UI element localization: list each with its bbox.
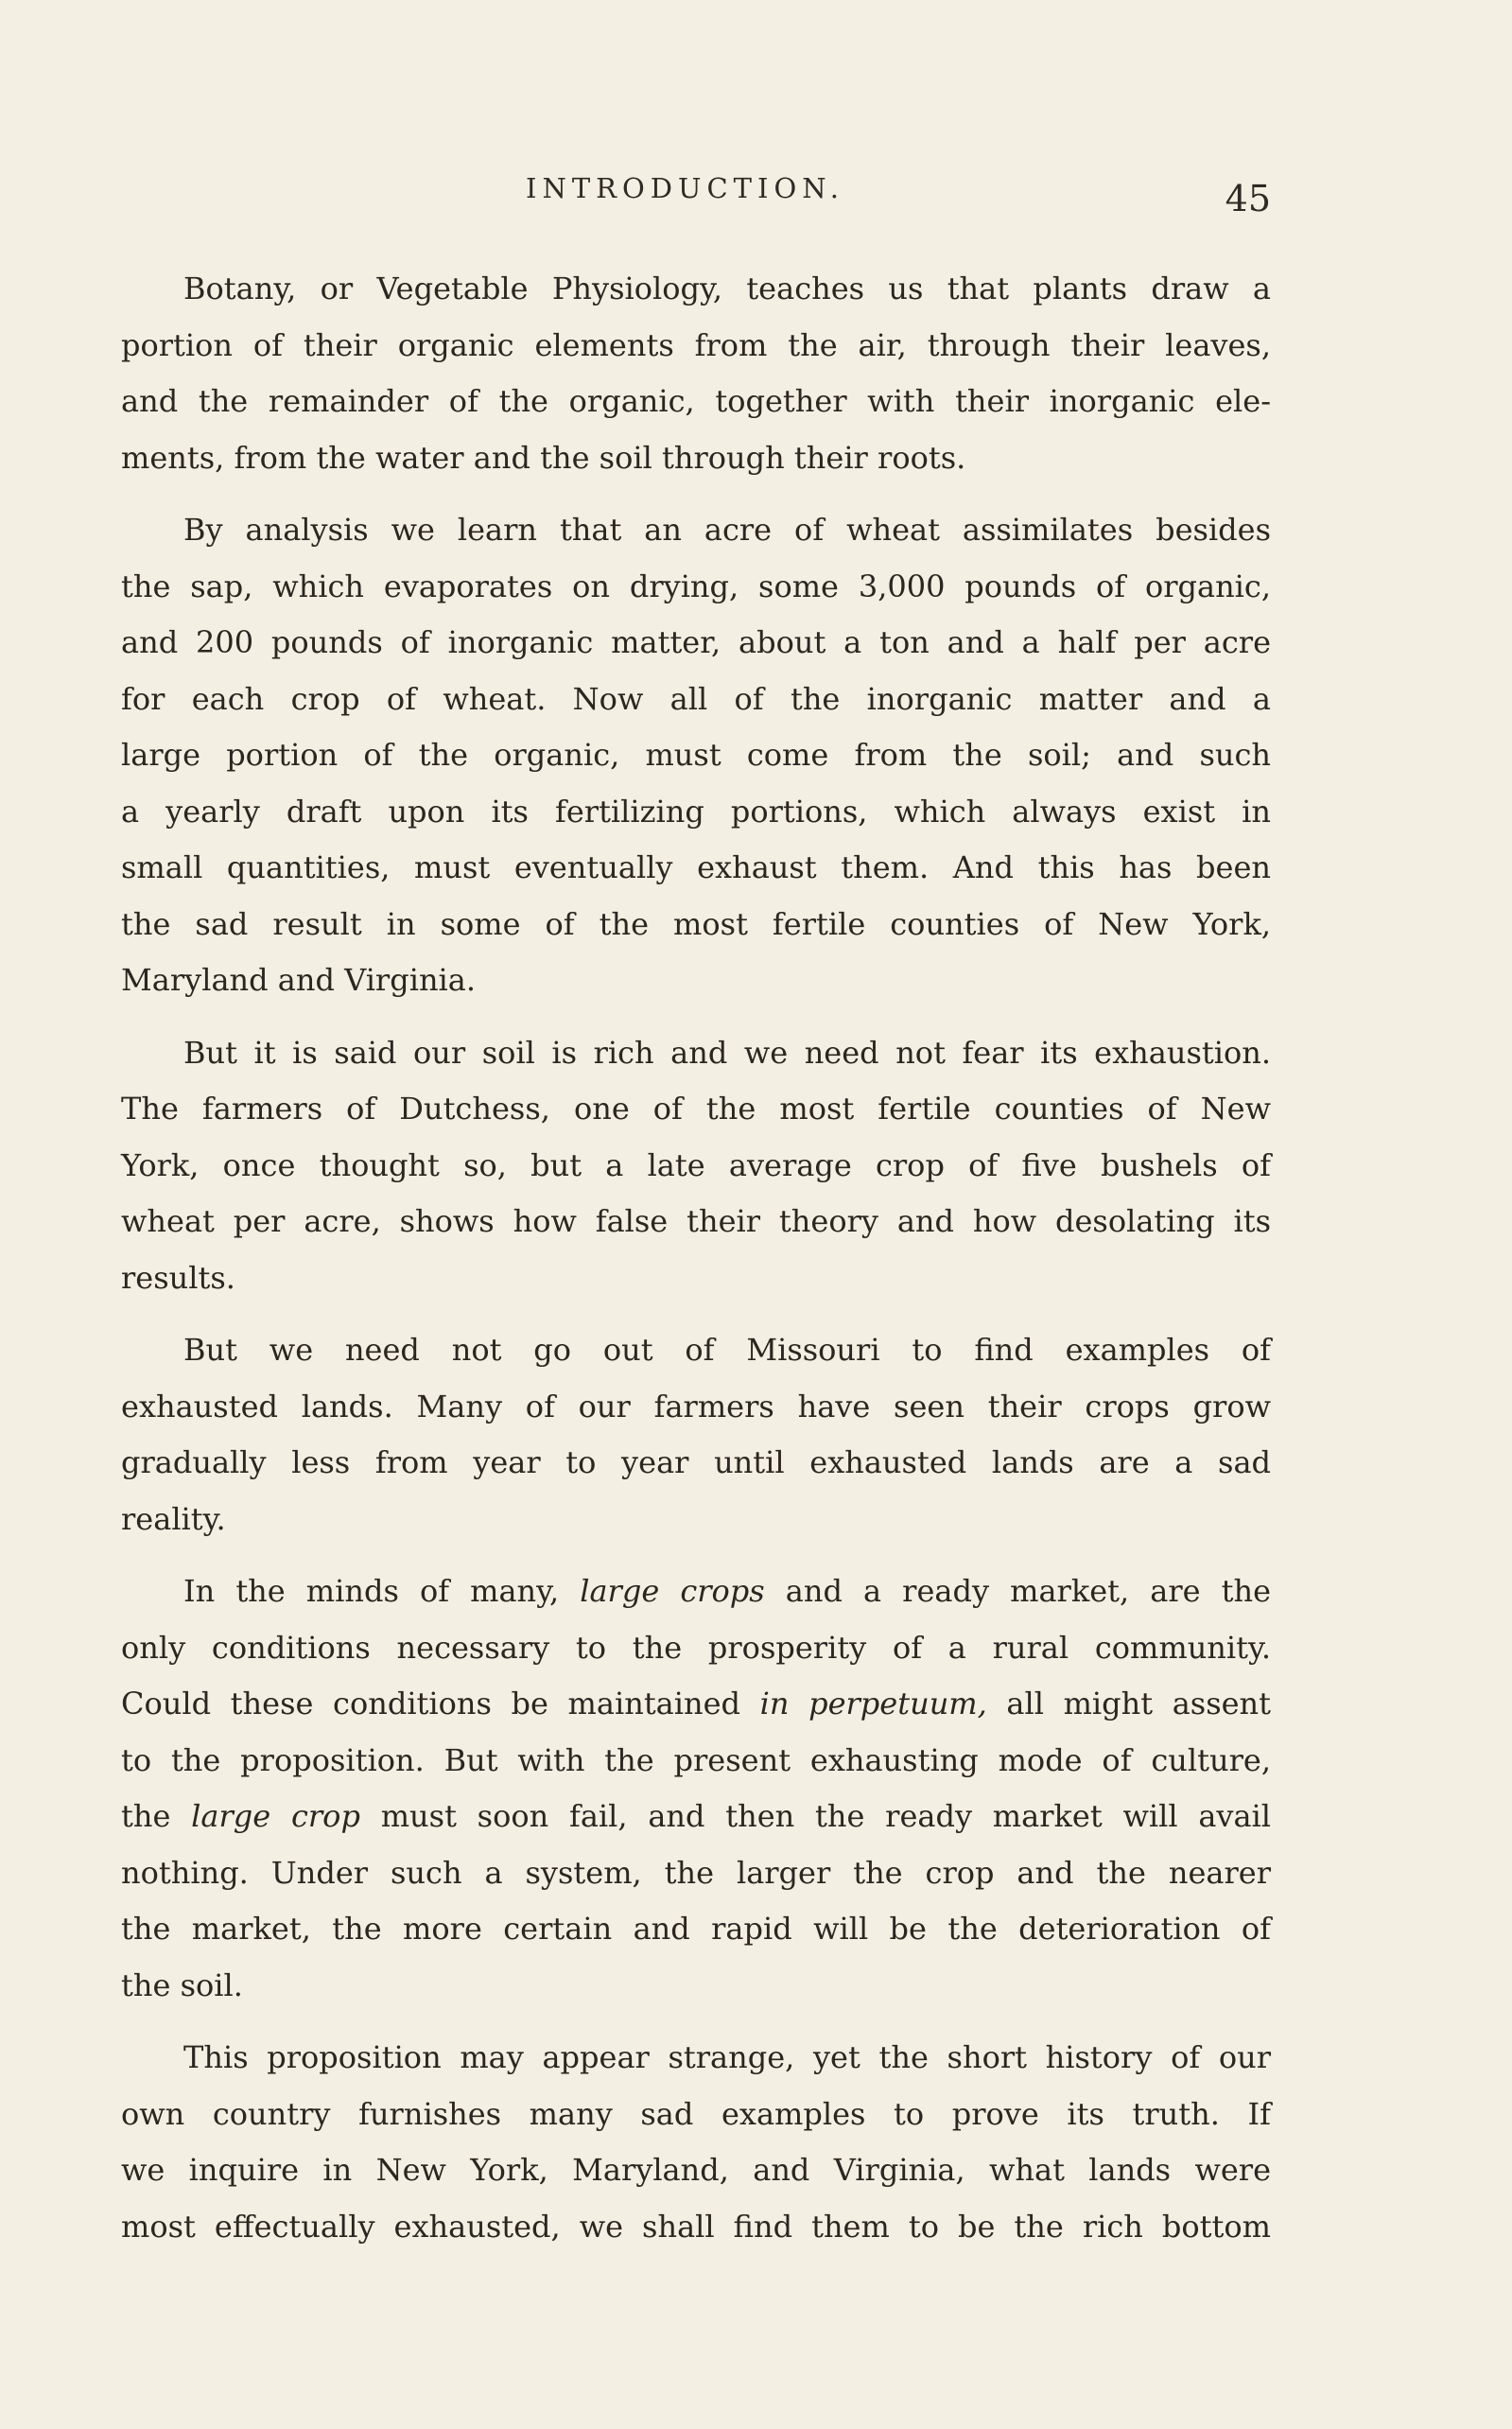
text-run: all might assent: [986, 1686, 1272, 1721]
text-line: [121, 1676, 1271, 1733]
text-line: most effectually exhausted, we shall find them to be the rich bottom: [121, 2208, 1271, 2245]
text-line: portion of their organic elements from the air, through their leaves,: [121, 326, 1271, 363]
paragraph-rich-soil: [121, 1025, 1271, 1307]
text-line: and the remainder of the organic, together with their inorganic ele-: [121, 383, 1271, 419]
text-run: In the minds of many,: [183, 1573, 581, 1609]
text-line: for each crop of wheat. Now all of the inorganic matter and a: [121, 680, 1271, 717]
page-number: 45: [1225, 178, 1271, 219]
text-line: This proposition may appear strange, yet the short history of our: [183, 2039, 1271, 2075]
text-line: York, once thought so, but a late average crop of five bushels of: [121, 1146, 1271, 1183]
text-run: must soon fail, and then the ready market will avail: [359, 1798, 1272, 1834]
italic-text: in perpetuum,: [759, 1686, 987, 1721]
text-line: small quantities, must eventually exhaust them. And this has been: [121, 849, 1271, 885]
text-line: we inquire in New York, Maryland, and Virginia, what lands were: [121, 2152, 1271, 2188]
text-line: By analysis we learn that an acre of wheat assimilates besides: [183, 512, 1271, 548]
text-line: a yearly draft upon its fertilizing portions, which always exist in: [121, 793, 1271, 830]
text-run: the: [121, 1798, 192, 1834]
paragraph-analysis: [121, 502, 1271, 1009]
text-line: the sad result in some of the most fertile counties of New York,: [121, 905, 1271, 942]
text-line: exhausted lands. Many of our farmers have seen their crops grow: [121, 1388, 1271, 1424]
text-line: and 200 pounds of inorganic matter, about a ton and a half per acre: [121, 624, 1271, 660]
text-line: Maryland and Virginia.: [121, 962, 477, 998]
text-line: to the proposition. But with the present exhausting mode of culture,: [121, 1741, 1271, 1778]
text-line: The farmers of Dutchess, one of the most fertile counties of New: [121, 1091, 1271, 1127]
paragraph-large-crops: [121, 1564, 1271, 2014]
text-line: nothing. Under such a system, the larger the crop and the nearer: [121, 1854, 1271, 1891]
text-line: own country furnishes many sad examples to prove its truth. If: [121, 2095, 1271, 2132]
italic-text: large crop: [191, 1798, 360, 1834]
body-text: [121, 261, 1271, 2271]
text-line: large portion of the organic, must come from the soil; and such: [121, 737, 1271, 773]
text-line: the market, the more certain and rapid will be the deterioration of: [121, 1911, 1271, 1947]
text-line: [121, 1564, 1271, 1620]
text-line: reality.: [121, 1500, 226, 1537]
paragraph-proposition: [121, 2030, 1271, 2255]
text-line: wheat per acre, shows how false their theory and how desolating its: [121, 1203, 1271, 1239]
running-head-title: INTRODUCTION.: [526, 172, 844, 204]
text-line: the sap, which evaporates on drying, some 3,000 pounds of organic,: [121, 568, 1271, 604]
text-line: But we need not go out of Missouri to find examples of: [183, 1332, 1271, 1368]
text-line: But it is said our soil is rich and we need not fear its exhaustion.: [183, 1034, 1271, 1071]
text-line: [121, 1789, 1271, 1845]
text-run: Could these conditions be maintained: [121, 1686, 760, 1721]
text-run: and a ready market, are the: [764, 1573, 1272, 1609]
paragraph-missouri: [121, 1322, 1271, 1547]
text-line: the soil.: [121, 1966, 243, 2003]
paragraph-botany: [121, 261, 1271, 486]
text-line: gradually less from year to year until exhausted lands are a sad: [121, 1444, 1271, 1480]
text-line: results.: [121, 1259, 235, 1296]
text-line: Botany, or Vegetable Physiology, teaches us that plants draw a: [183, 271, 1271, 306]
italic-text: large crops: [580, 1573, 765, 1609]
text-line: ments, from the water and the soil through their roots.: [121, 439, 966, 476]
text-line: only conditions necessary to the prosperity of a rural community.: [121, 1629, 1271, 1666]
